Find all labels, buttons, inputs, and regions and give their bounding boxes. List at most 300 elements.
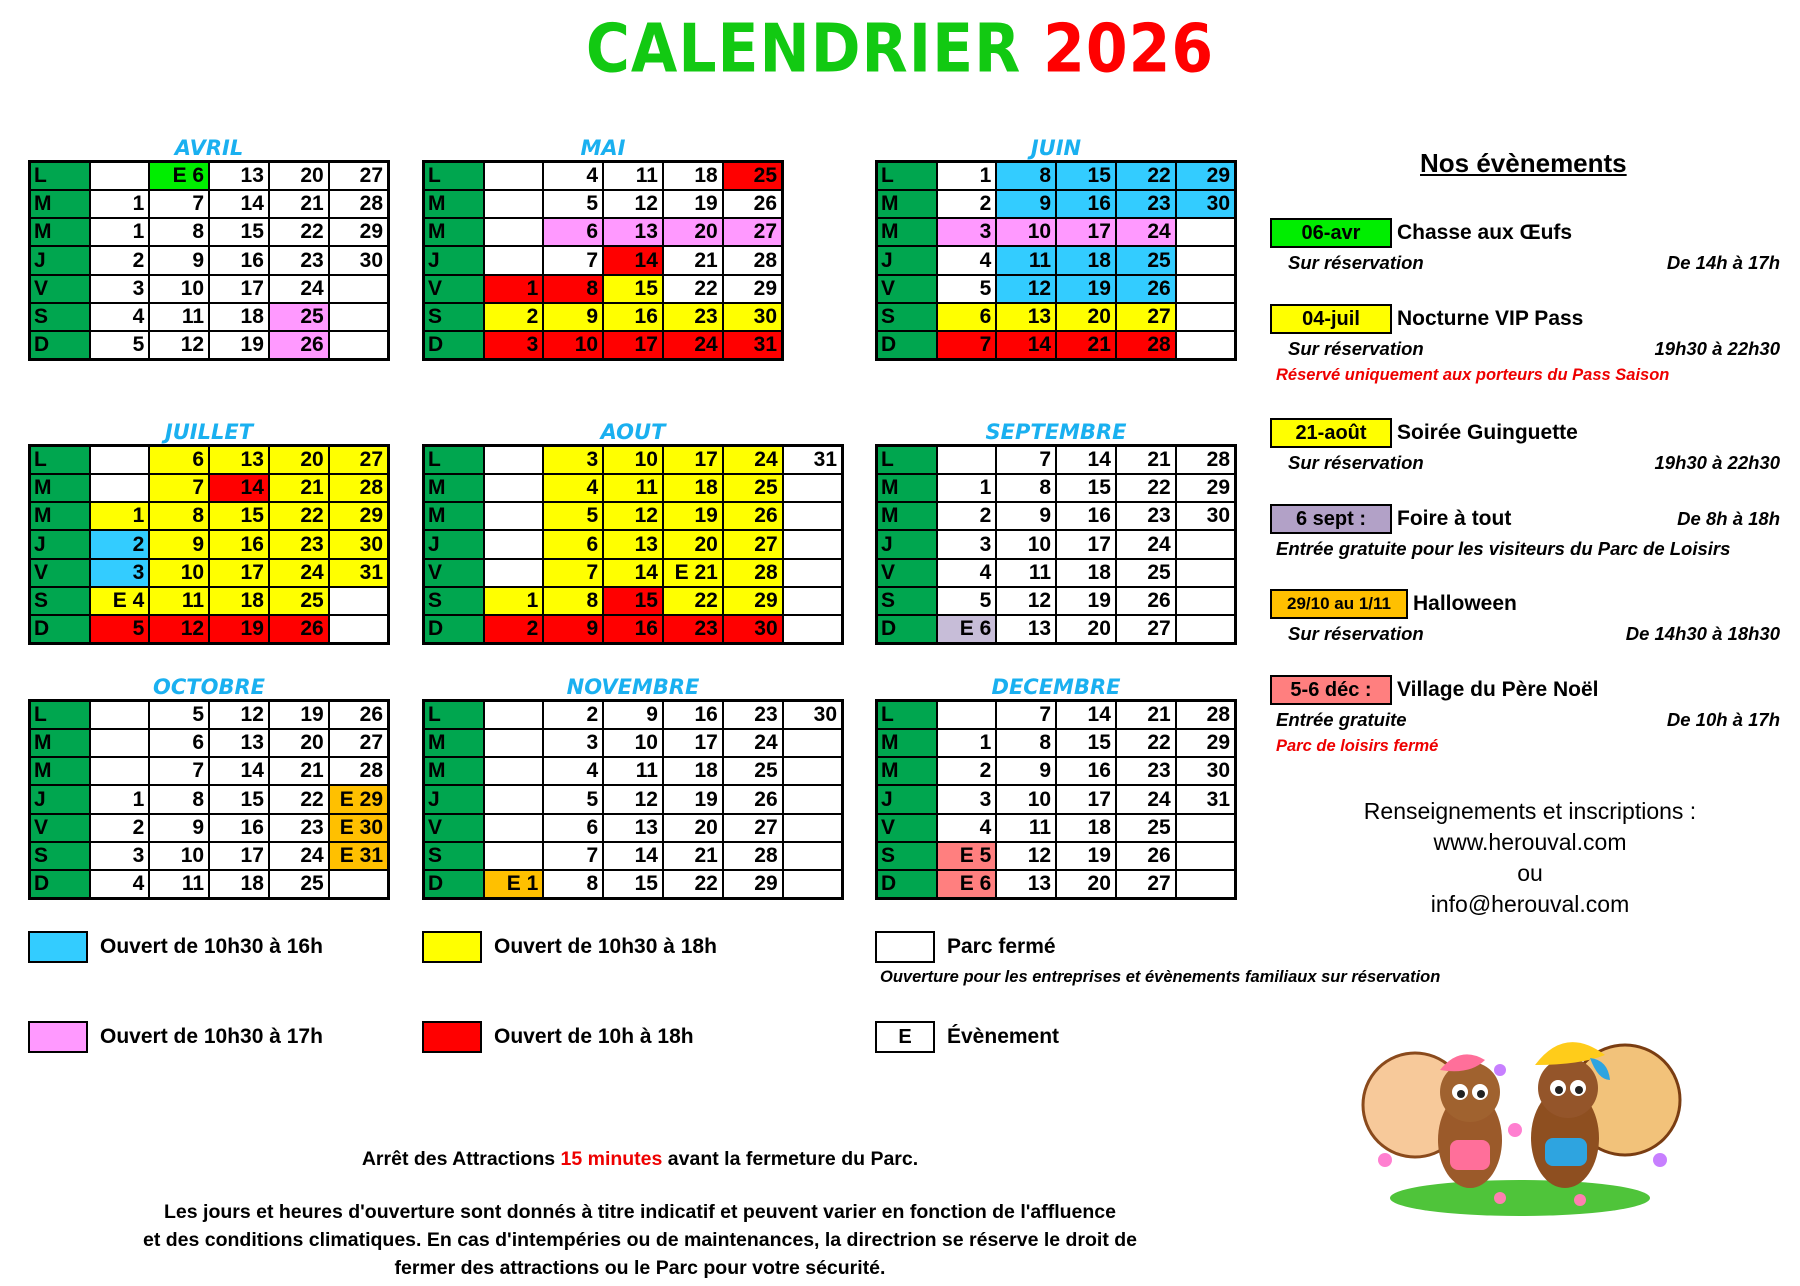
week-day-row — [424, 502, 843, 530]
event-name: Chasse aux Œufs — [1397, 221, 1573, 244]
week-day-row — [424, 275, 783, 303]
day-cell: 16 — [1056, 757, 1116, 785]
month-grid — [875, 444, 1237, 645]
week-day-row — [30, 615, 389, 643]
day-cell: 29 — [1176, 162, 1236, 190]
day-cell: 13 — [996, 303, 1056, 331]
day-cell: 19 — [209, 331, 269, 359]
day-cell: 14 — [603, 842, 663, 870]
day-cell: 22 — [269, 218, 329, 246]
event-hours: De 14h30 à 18h30 — [1625, 623, 1780, 644]
day-of-week-label: V — [877, 814, 937, 842]
week-day-row — [30, 502, 389, 530]
day-cell: 5 — [90, 331, 150, 359]
day-of-week-label: S — [30, 303, 90, 331]
day-cell: 9 — [543, 303, 603, 331]
day-cell — [90, 729, 150, 757]
legend-swatch-event: E — [875, 1021, 935, 1053]
day-cell: 26 — [1116, 275, 1176, 303]
day-cell: 8 — [543, 870, 603, 898]
day-cell: 20 — [1056, 303, 1116, 331]
day-of-week-label: L — [424, 701, 484, 729]
day-cell — [484, 474, 544, 502]
event-village-pere-noel — [1270, 675, 1780, 756]
day-of-week-label: M — [424, 502, 484, 530]
month-label: SEPTEMBRE — [985, 420, 1127, 444]
month-label: AOUT — [600, 420, 666, 444]
day-cell: 11 — [996, 559, 1056, 587]
legend-item-blue — [28, 930, 323, 964]
week-day-row — [424, 303, 783, 331]
day-of-week-label: M — [30, 190, 90, 218]
event-halloween — [1270, 589, 1780, 645]
day-cell: 24 — [723, 446, 783, 474]
event-chasse-aux-oeufs — [1270, 218, 1780, 274]
legend-label: Ouvert de 10h30 à 17h — [100, 1025, 323, 1048]
day-cell: 7 — [543, 246, 603, 274]
event-date-badge: 04-juil — [1270, 304, 1392, 334]
title-year: 2026 — [1043, 9, 1215, 89]
week-day-row — [424, 162, 783, 190]
day-cell: 13 — [603, 218, 663, 246]
footer-disclaimer-line: et des conditions climatiques. En cas d'intempéries ou de maintenances, la directrion se réserve le droit de — [142, 1229, 1138, 1251]
day-cell: 21 — [269, 474, 329, 502]
day-cell: 27 — [329, 162, 389, 190]
day-cell: 13 — [209, 162, 269, 190]
day-of-week-label: L — [30, 162, 90, 190]
contact-website[interactable]: www.herouval.com — [1433, 829, 1627, 855]
event-nocturne-vip — [1270, 304, 1780, 385]
event-booking: Sur réservation — [1288, 452, 1424, 473]
day-cell: 25 — [269, 870, 329, 898]
month-juillet — [28, 421, 390, 645]
contact-heading: Renseignements et inscriptions : — [1363, 798, 1697, 824]
month-label: JUIN — [1030, 136, 1082, 160]
day-cell: 3 — [484, 331, 544, 359]
day-cell — [783, 502, 843, 530]
day-cell: 18 — [1056, 246, 1116, 274]
day-cell: 2 — [90, 530, 150, 558]
day-cell: 3 — [543, 446, 603, 474]
day-of-week-label: J — [30, 246, 90, 274]
day-cell: 16 — [663, 701, 723, 729]
day-cell — [484, 246, 544, 274]
day-cell: 27 — [329, 446, 389, 474]
day-cell: 24 — [269, 559, 329, 587]
event-warning: Réservé uniquement aux porteurs du Pass Saison — [1276, 366, 1670, 384]
week-day-row — [424, 190, 783, 218]
day-cell: 2 — [90, 246, 150, 274]
event-note: Entrée gratuite — [1276, 709, 1407, 730]
week-day-row — [424, 785, 843, 813]
day-cell — [329, 870, 389, 898]
day-cell: 8 — [543, 587, 603, 615]
week-day-row — [424, 218, 783, 246]
day-cell: 7 — [996, 701, 1056, 729]
day-cell: 5 — [149, 701, 209, 729]
month-grid — [875, 699, 1237, 900]
week-day-row — [877, 615, 1236, 643]
event-hours: 19h30 à 22h30 — [1654, 338, 1780, 359]
day-cell: 1 — [484, 587, 544, 615]
day-cell: 30 — [723, 615, 783, 643]
day-cell: 12 — [996, 275, 1056, 303]
day-cell: 8 — [149, 785, 209, 813]
day-cell: 20 — [269, 446, 329, 474]
day-cell: 2 — [937, 502, 997, 530]
day-cell: 8 — [543, 275, 603, 303]
legend-label: Évènement — [947, 1025, 1060, 1048]
month-label: JUILLET — [164, 420, 254, 444]
day-cell: 25 — [1116, 559, 1176, 587]
week-day-row — [30, 446, 389, 474]
day-cell: 22 — [1116, 474, 1176, 502]
day-cell: 28 — [329, 757, 389, 785]
week-day-row — [424, 446, 843, 474]
day-of-week-label: M — [424, 474, 484, 502]
day-cell — [329, 303, 389, 331]
day-of-week-label: M — [877, 502, 937, 530]
day-cell: 27 — [1116, 615, 1176, 643]
day-cell — [484, 162, 544, 190]
day-cell: 9 — [996, 190, 1056, 218]
day-cell: 1 — [937, 162, 997, 190]
day-cell: 24 — [1116, 785, 1176, 813]
day-of-week-label: D — [877, 870, 937, 898]
day-cell: 12 — [996, 842, 1056, 870]
day-cell: 10 — [603, 729, 663, 757]
event-date-badge: 06-avr — [1270, 218, 1392, 248]
day-cell: 13 — [996, 615, 1056, 643]
day-of-week-label: V — [424, 559, 484, 587]
day-cell: 3 — [937, 530, 997, 558]
legend-item-event — [875, 1020, 1059, 1054]
day-cell: 18 — [1056, 559, 1116, 587]
day-cell: 12 — [209, 701, 269, 729]
day-cell: 4 — [937, 814, 997, 842]
day-cell — [484, 559, 544, 587]
day-cell: 28 — [723, 559, 783, 587]
day-cell — [1176, 814, 1236, 842]
day-cell: 18 — [663, 474, 723, 502]
day-cell: 25 — [269, 303, 329, 331]
day-cell: 22 — [269, 785, 329, 813]
day-cell: 30 — [329, 246, 389, 274]
event-date-badge: 29/10 au 1/11 — [1270, 589, 1408, 619]
day-cell: 10 — [996, 530, 1056, 558]
day-cell: 18 — [209, 870, 269, 898]
day-of-week-label: M — [30, 729, 90, 757]
day-cell: E 4 — [90, 587, 150, 615]
day-cell: 19 — [663, 502, 723, 530]
day-cell: 26 — [269, 615, 329, 643]
day-cell: 16 — [1056, 502, 1116, 530]
month-label: OCTOBRE — [153, 675, 265, 699]
day-cell: 16 — [209, 530, 269, 558]
legend-item-red — [422, 1020, 694, 1054]
legend-label: Ouvert de 10h30 à 18h — [494, 935, 717, 958]
day-cell: E 6 — [149, 162, 209, 190]
footer-line1-a: Arrêt des Attractions — [361, 1148, 561, 1170]
day-cell: 12 — [603, 785, 663, 813]
week-day-row — [424, 757, 843, 785]
day-cell: 29 — [723, 587, 783, 615]
day-cell: 3 — [90, 559, 150, 587]
day-cell: 13 — [996, 870, 1056, 898]
day-cell: 17 — [663, 446, 723, 474]
day-cell: 16 — [603, 303, 663, 331]
day-cell: 24 — [269, 275, 329, 303]
week-day-row — [877, 757, 1236, 785]
day-cell: 19 — [1056, 275, 1116, 303]
day-cell: 9 — [603, 701, 663, 729]
day-cell: 16 — [209, 246, 269, 274]
page-title — [0, 10, 1800, 88]
week-day-row — [877, 814, 1236, 842]
week-day-row — [877, 246, 1236, 274]
day-cell — [783, 814, 843, 842]
week-day-row — [30, 303, 389, 331]
day-cell: 12 — [149, 615, 209, 643]
day-cell: 1 — [484, 275, 544, 303]
day-cell: 7 — [937, 331, 997, 359]
day-cell — [484, 502, 544, 530]
week-day-row — [30, 218, 389, 246]
day-cell: 4 — [90, 870, 150, 898]
day-cell: 15 — [603, 870, 663, 898]
day-cell: 10 — [149, 559, 209, 587]
day-of-week-label: D — [30, 615, 90, 643]
day-cell: 2 — [484, 303, 544, 331]
week-day-row — [877, 218, 1236, 246]
day-cell: 17 — [1056, 530, 1116, 558]
day-cell: 19 — [663, 785, 723, 813]
day-of-week-label: J — [30, 785, 90, 813]
day-cell — [329, 275, 389, 303]
week-day-row — [30, 190, 389, 218]
day-cell — [90, 757, 150, 785]
day-cell: 21 — [269, 190, 329, 218]
day-cell: 17 — [209, 559, 269, 587]
week-day-row — [424, 559, 843, 587]
day-cell: 14 — [1056, 446, 1116, 474]
week-day-row — [30, 814, 389, 842]
week-day-row — [30, 530, 389, 558]
event-hours: De 10h à 17h — [1666, 709, 1780, 730]
day-of-week-label: M — [424, 729, 484, 757]
day-cell: 5 — [937, 275, 997, 303]
day-cell: 12 — [996, 587, 1056, 615]
day-cell: 19 — [209, 615, 269, 643]
day-cell: 2 — [543, 701, 603, 729]
week-day-row — [30, 275, 389, 303]
month-grid — [422, 444, 844, 645]
day-of-week-label: L — [424, 446, 484, 474]
day-cell: 19 — [1056, 587, 1116, 615]
day-cell: 11 — [603, 162, 663, 190]
day-of-week-label: V — [424, 275, 484, 303]
day-cell: 10 — [996, 218, 1056, 246]
week-day-row — [424, 474, 843, 502]
day-cell: 3 — [90, 275, 150, 303]
month-grid — [28, 699, 390, 900]
event-name: Village du Père Noël — [1397, 678, 1599, 701]
day-of-week-label: L — [877, 162, 937, 190]
day-of-week-label: D — [424, 870, 484, 898]
day-cell: E 6 — [937, 870, 997, 898]
footer-line1-b: avant la fermeture du Parc. — [662, 1148, 919, 1170]
day-cell: 30 — [329, 530, 389, 558]
day-cell: 17 — [1056, 785, 1116, 813]
day-cell: 6 — [149, 729, 209, 757]
event-name: Nocturne VIP Pass — [1397, 307, 1584, 330]
day-cell: E 31 — [329, 842, 389, 870]
day-cell: 23 — [1116, 190, 1176, 218]
contact-email[interactable]: info@herouval.com — [1430, 891, 1630, 917]
event-booking: Sur réservation — [1288, 623, 1424, 644]
day-cell: 29 — [723, 275, 783, 303]
day-cell: 26 — [1116, 587, 1176, 615]
day-of-week-label: J — [877, 785, 937, 813]
day-cell: 25 — [269, 587, 329, 615]
day-of-week-label: S — [30, 587, 90, 615]
day-cell: 20 — [269, 729, 329, 757]
day-cell — [484, 729, 544, 757]
day-cell: 9 — [149, 246, 209, 274]
week-day-row — [30, 559, 389, 587]
day-cell: 3 — [937, 218, 997, 246]
week-day-row — [30, 701, 389, 729]
day-cell: 16 — [1056, 190, 1116, 218]
day-cell: 31 — [723, 331, 783, 359]
week-day-row — [877, 331, 1236, 359]
day-cell: 14 — [603, 246, 663, 274]
day-cell: 4 — [543, 757, 603, 785]
day-cell: 27 — [723, 530, 783, 558]
day-cell: 6 — [543, 814, 603, 842]
events-title: Nos évènements — [1420, 148, 1627, 178]
event-warning: Parc de loisirs fermé — [1276, 737, 1439, 755]
day-cell: 20 — [1056, 615, 1116, 643]
day-cell — [783, 587, 843, 615]
day-cell — [1176, 275, 1236, 303]
day-cell: 7 — [543, 842, 603, 870]
day-cell: 8 — [996, 474, 1056, 502]
day-cell: 23 — [1116, 502, 1176, 530]
week-day-row — [424, 331, 783, 359]
legend-swatch-red — [422, 1021, 482, 1053]
day-cell: 20 — [269, 162, 329, 190]
day-cell — [484, 530, 544, 558]
day-cell: 26 — [1116, 842, 1176, 870]
week-day-row — [424, 530, 843, 558]
day-of-week-label: M — [877, 757, 937, 785]
day-cell: 6 — [937, 303, 997, 331]
day-of-week-label: M — [877, 729, 937, 757]
day-cell — [90, 162, 150, 190]
day-cell: 18 — [663, 162, 723, 190]
day-cell: 18 — [1056, 814, 1116, 842]
day-cell: 10 — [149, 842, 209, 870]
event-date-badge: 5-6 déc : — [1270, 675, 1392, 705]
legend-item-closed — [875, 930, 1056, 964]
day-cell: E 29 — [329, 785, 389, 813]
contact-block — [1265, 796, 1795, 920]
day-cell: 11 — [603, 474, 663, 502]
day-cell — [937, 701, 997, 729]
day-cell — [1176, 559, 1236, 587]
week-day-row — [424, 246, 783, 274]
week-day-row — [30, 587, 389, 615]
week-day-row — [30, 785, 389, 813]
day-cell: 12 — [149, 331, 209, 359]
day-cell: 21 — [663, 246, 723, 274]
day-cell — [329, 615, 389, 643]
day-cell — [1176, 530, 1236, 558]
footer-attractions-note — [40, 1148, 1240, 1171]
day-cell: E 5 — [937, 842, 997, 870]
day-cell: 23 — [269, 246, 329, 274]
day-cell: 1 — [937, 729, 997, 757]
day-cell: 30 — [1176, 190, 1236, 218]
day-cell: 30 — [723, 303, 783, 331]
day-cell: 11 — [996, 814, 1056, 842]
day-cell: 3 — [543, 729, 603, 757]
day-cell: 1 — [90, 502, 150, 530]
day-cell: 27 — [1116, 870, 1176, 898]
day-cell: 9 — [996, 502, 1056, 530]
day-of-week-label: L — [30, 701, 90, 729]
day-cell — [90, 446, 150, 474]
day-cell: 5 — [90, 615, 150, 643]
day-cell: 23 — [723, 701, 783, 729]
week-day-row — [30, 331, 389, 359]
day-of-week-label: J — [424, 530, 484, 558]
day-cell: 21 — [663, 842, 723, 870]
day-cell: 25 — [1116, 814, 1176, 842]
day-cell: 9 — [996, 757, 1056, 785]
day-of-week-label: L — [30, 446, 90, 474]
day-cell: 5 — [937, 587, 997, 615]
day-cell: 17 — [1056, 218, 1116, 246]
day-of-week-label: V — [877, 275, 937, 303]
day-cell: 29 — [1176, 474, 1236, 502]
day-cell: 28 — [1176, 446, 1236, 474]
day-cell — [783, 729, 843, 757]
day-cell: 25 — [723, 474, 783, 502]
day-cell: 26 — [723, 190, 783, 218]
week-day-row — [877, 530, 1236, 558]
day-of-week-label: M — [424, 190, 484, 218]
legend-label: Ouvert de 10h30 à 16h — [100, 935, 323, 958]
day-cell — [783, 530, 843, 558]
day-cell: 2 — [90, 814, 150, 842]
day-cell: 29 — [329, 218, 389, 246]
week-day-row — [30, 474, 389, 502]
day-cell — [484, 785, 544, 813]
title-word: CALENDRIER — [585, 9, 1022, 89]
day-cell: 8 — [996, 729, 1056, 757]
day-cell: 23 — [663, 615, 723, 643]
day-cell: 18 — [663, 757, 723, 785]
day-cell — [484, 190, 544, 218]
day-cell — [783, 757, 843, 785]
day-of-week-label: M — [30, 757, 90, 785]
month-septembre — [875, 421, 1237, 645]
day-of-week-label: V — [30, 814, 90, 842]
day-cell: 15 — [1056, 474, 1116, 502]
day-of-week-label: M — [424, 218, 484, 246]
